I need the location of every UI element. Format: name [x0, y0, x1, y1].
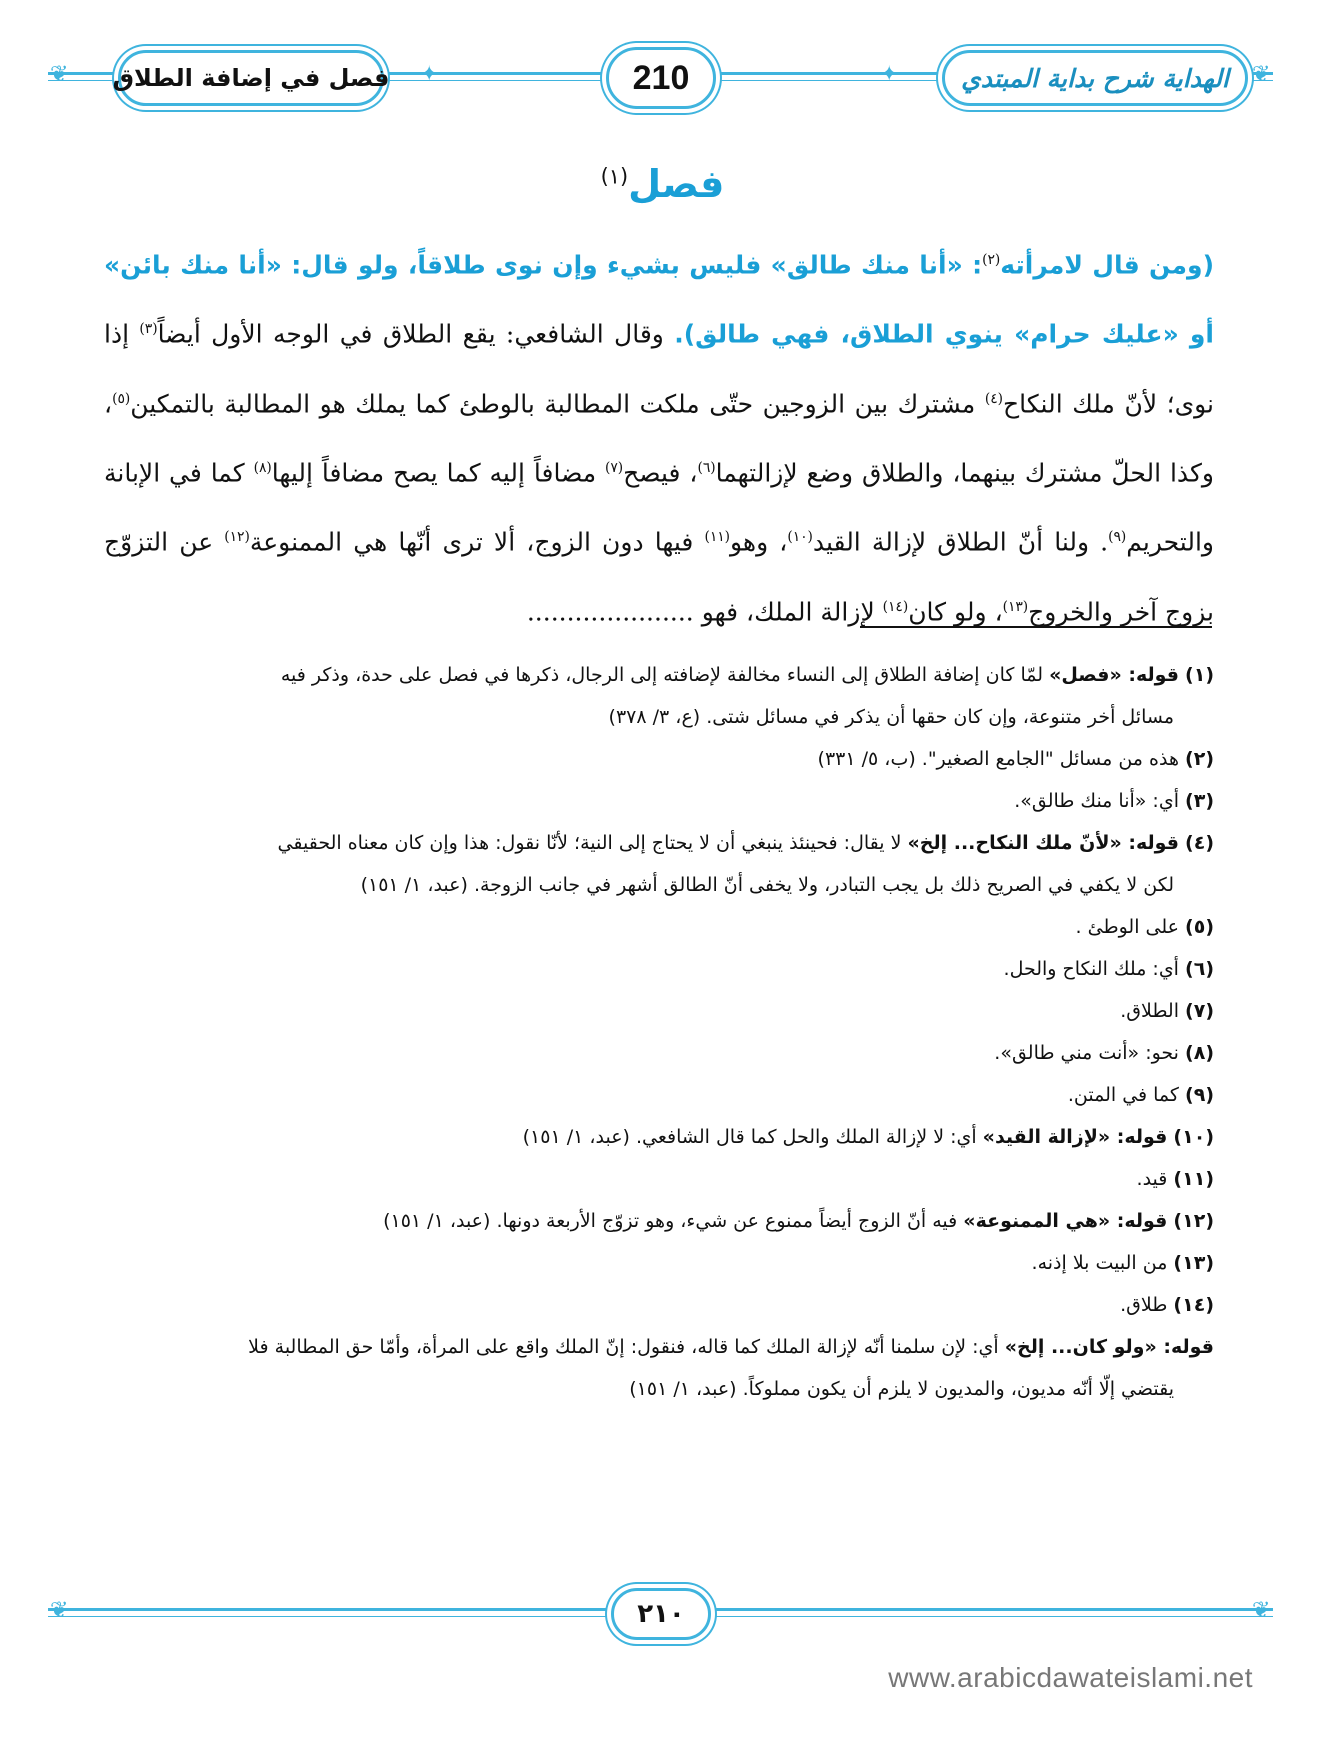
footnote-continuation: مسائل أخر متنوعة، وإن كان حقها أن يذكر في مسائل شتى. (ع، ٣/ ٣٧٨): [608, 706, 1174, 728]
commentary-text: مضافاً إليه كما يصح مضافاً إليها: [271, 458, 606, 488]
commentary-text: عن التزوّج بزوج آخر والخروج: [104, 527, 1214, 626]
commentary-text: ، ولو كان: [908, 596, 1003, 626]
commentary-text: . ولنا أنّ الطلاق لإزالة القيد: [812, 527, 1109, 557]
commentary-text: إذا نوى؛ لأنّ ملك النكاح: [104, 319, 1215, 418]
footnote: [104, 1158, 1214, 1200]
page-number: 210: [606, 47, 716, 109]
footnote: [104, 738, 1214, 780]
matn-text: : «أنا منك طالق» فليس بشيء وإن نوى طلاقاً، ولو قال: «أنا منك بائن» أو «عليك حرام» ينوي الطلاق، فهي طالق).: [104, 250, 1214, 349]
ornament-icon: ✦: [880, 62, 899, 87]
footnote-lead: قوله: «لإزالة القيد»: [982, 1126, 1168, 1148]
footnote-text: أي: لإن سلمنا أنّه لإزالة الملك كما قاله، فنقول: إنّ الملك واقع على المرأة، وأمّا حق المطالبة فلا: [248, 1336, 1005, 1358]
footnote: [104, 1116, 1214, 1158]
matn-text: (ومن قال لامرأته: [1000, 250, 1214, 280]
footnote-text: نحو: «أنت مني طالق».: [994, 1042, 1186, 1064]
commentary-text: وقال الشافعي: يقع الطلاق في الوجه الأول أيضاً: [157, 319, 675, 349]
footnote-number: (٣): [1185, 790, 1214, 812]
footnote-ref: (١): [600, 164, 629, 189]
footnote-lead: قوله: «فصل»: [1049, 664, 1179, 686]
section-heading: [0, 162, 1325, 206]
footnote-ref: (١٠): [787, 529, 813, 546]
footnote-ref: (٨): [253, 459, 272, 476]
footnote-ref: (١٣): [1002, 598, 1029, 615]
footnote: [104, 1032, 1214, 1074]
footnote-ref: (٦): [697, 459, 716, 476]
footnote-text: لا يقال: فحينئذ ينبغي أن لا يحتاج إلى النية؛ لأنّا نقول: هذا وإن كان معناه الحقيقي: [277, 832, 908, 854]
footnote-text: أي: «أنا منك طالق».: [1014, 790, 1186, 812]
commentary-text: ، وهو: [729, 527, 788, 557]
footnote-number: (١): [1185, 664, 1214, 686]
footnote-ref: (٧): [605, 459, 624, 476]
footnote-text: على الوطئ .: [1075, 916, 1186, 938]
footnote-text: كما في المتن.: [1067, 1084, 1186, 1106]
footnote-number: (١٢): [1173, 1210, 1214, 1232]
footnote: [104, 1200, 1214, 1242]
footnote-ref: (١١): [704, 529, 730, 546]
footnote: [104, 654, 1214, 738]
footnote-text: الطلاق.: [1120, 1000, 1186, 1022]
footnote-ref: (٢): [982, 252, 1001, 268]
ornament-icon: ❦: [50, 62, 69, 87]
footnote-text: أي: لا لإزالة الملك والحل كما قال الشافعي. (عبد، ١/ ١٥١): [522, 1126, 983, 1148]
footnote-text: من البيت بلا إذنه.: [1031, 1252, 1174, 1274]
website-url[interactable]: www.arabicdawateislami.net: [888, 1662, 1253, 1693]
book-title: الهداية شرح بداية المبتدي: [942, 50, 1248, 106]
body-paragraph: [104, 228, 1214, 644]
footnote-ref: (٤): [984, 390, 1003, 407]
footnote-ref: (٥): [112, 390, 131, 407]
footnote-number: (٨): [1185, 1042, 1214, 1064]
footnote-lead: قوله: «ولو كان... إلخ»: [1004, 1336, 1214, 1358]
footnote-number: (٢): [1185, 748, 1214, 770]
footnote-number: (٧): [1185, 1000, 1214, 1022]
footnote: [104, 1074, 1214, 1116]
footnote-text: طلاق.: [1120, 1294, 1174, 1316]
footnote: [104, 822, 1214, 906]
footnote-lead: قوله: «لأنّ ملك النكاح... إلخ»: [907, 832, 1179, 854]
footnote-ref: (٩): [1108, 529, 1127, 546]
footnote-text: قيد.: [1136, 1168, 1174, 1190]
commentary-text: ، فيصح: [623, 458, 698, 488]
commentary-text: لإزالة الملك، فهو .....................: [526, 596, 883, 626]
footnote-number: (٤): [1185, 832, 1214, 854]
section-heading-text: فصل: [628, 162, 725, 206]
footnote-number: (٩): [1185, 1084, 1214, 1106]
footnote-text: هذه من مسائل "الجامع الصغير". (ب، ٥/ ٣٣١): [817, 748, 1186, 770]
chapter-title: فصل في إضافة الطلاق: [118, 50, 384, 106]
footnote-lead: قوله: «هي الممنوعة»: [963, 1210, 1168, 1232]
footnote-separator: [860, 626, 1212, 628]
footnote-continuation: لكن لا يكفي في الصريح ذلك بل يجب التبادر، ولا يخفى أنّ الطالق أشهر في جانب الزوجة. (عبد، ١/ ١٥١): [360, 874, 1174, 896]
footnote-ref: (١٤): [882, 598, 909, 615]
footer-page-number: ٢١٠: [611, 1588, 711, 1640]
footnote: [104, 906, 1214, 948]
ornament-icon: ❦: [50, 1598, 69, 1623]
footnote-number: (٥): [1185, 916, 1214, 938]
footnote-text: فيه أنّ الزوج أيضاً ممنوع عن شيء، وهو تزوّج الأربعة دونها. (عبد، ١/ ١٥١): [383, 1210, 964, 1232]
ornament-icon: ✦: [420, 62, 439, 87]
footnote-text: لمّا كان إضافة الطلاق إلى النساء مخالفة لإضافته إلى الرجال، ذكرها في فصل على حدة، وذكر فيه: [280, 664, 1050, 686]
commentary-text: كما في الإبانة والتحريم: [104, 458, 1214, 557]
footnote: [104, 1242, 1214, 1284]
footnotes: [104, 654, 1214, 1410]
footnote-number: (١٠): [1173, 1126, 1214, 1148]
footnote-number: (١٤): [1173, 1294, 1214, 1316]
footnote-ref: (٣): [139, 321, 158, 338]
footnote: [104, 1326, 1214, 1410]
footnote: [104, 990, 1214, 1032]
commentary-text: ، وكذا الحلّ مشترك بينهما، والطلاق وضع لإزالتهما: [104, 388, 1214, 488]
footnote-number: (١٣): [1173, 1252, 1214, 1274]
commentary-text: فيها دون الزوج، ألا ترى أنّها هي الممنوعة: [249, 527, 705, 557]
ornament-icon: ❦: [1252, 62, 1271, 87]
footnote: [104, 1284, 1214, 1326]
footnote-number: (١١): [1173, 1168, 1214, 1190]
commentary-text: مشترك بين الزوجين حتّى ملكت المطالبة بالوطئ كما يملك هو المطالبة بالتمكين: [130, 388, 985, 418]
footnote-continuation: يقتضي إلّا أنّه مديون، والمديون لا يلزم أن يكون مملوكاً. (عبد، ١/ ١٥١): [629, 1378, 1174, 1400]
footnote-number: (٦): [1185, 958, 1214, 980]
footnote: [104, 948, 1214, 990]
footnote: [104, 780, 1214, 822]
ornament-icon: ❦: [1252, 1598, 1271, 1623]
footnote-text: أي: ملك النكاح والحل.: [1003, 958, 1186, 980]
footnote-ref: (١٢): [224, 529, 250, 546]
